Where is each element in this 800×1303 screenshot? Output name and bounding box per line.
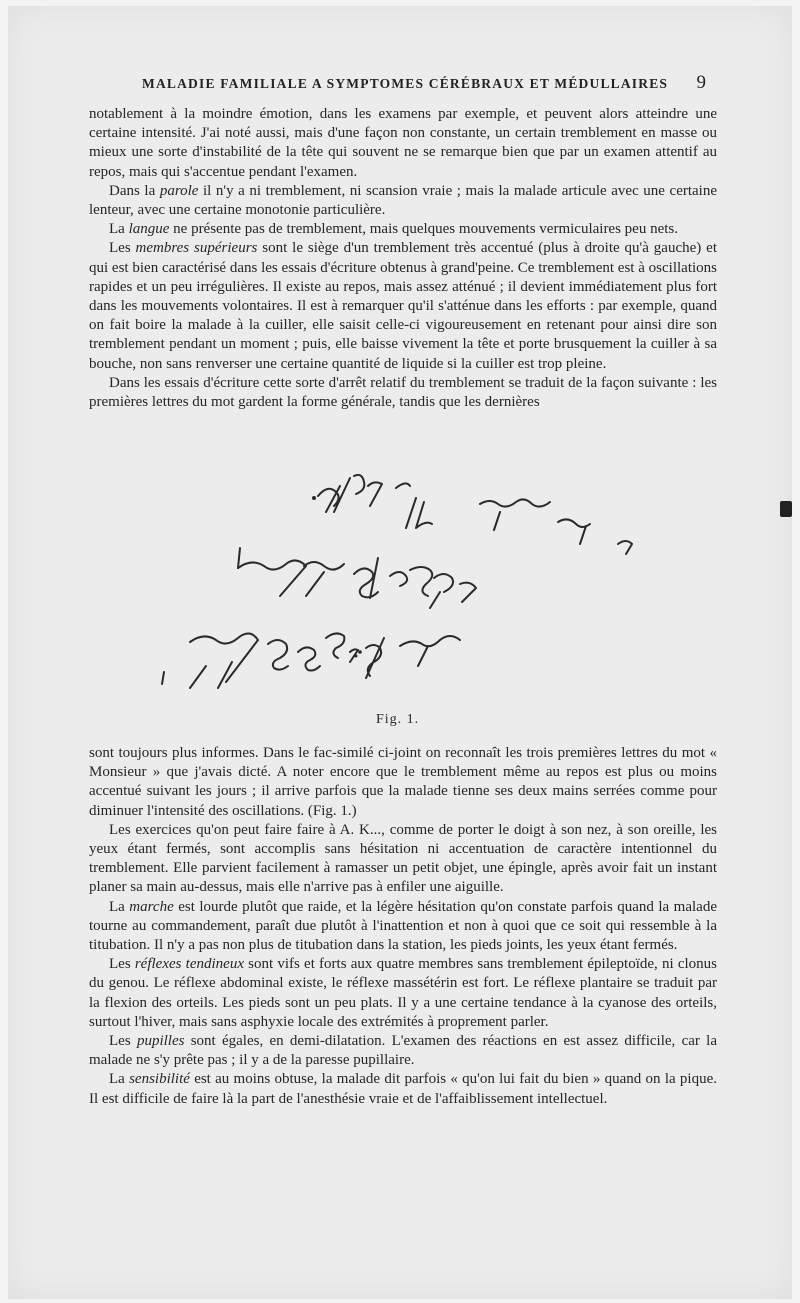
italic-term: marche [129,898,174,915]
body-text-bottom [89,744,717,1109]
page-header [8,74,792,98]
handwriting-sample-image [128,466,688,711]
paragraph: notablement à la moindre émotion, dans les examens par exemple, et peuvent alors atteindre une certaine intensité. J'ai noté aussi, mais d'une façon non constante, un certain tremblement en masse ou mieux une sorte d'instabilité de la tête qui souvent ne se remarque bien que par un examen attentif au repos, mais qui s'accentue pendant l'examen. [89,106,717,180]
italic-term: parole [159,182,199,199]
running-head: MALADIE FAMILIALE A SYMPTOMES CÉRÉBRAUX ET MÉDULLAIRES [142,76,669,91]
paragraph-parole: Dans la parole il n'y a ni tremblement, ni scansion vraie ; mais la malade articule avec une certaine lenteur, avec une certaine monotonie particulière. [89,182,718,219]
italic-term: pupilles [136,1033,185,1050]
italic-term: membres supérieurs [135,240,258,257]
paragraph-membres: Les membres supérieurs sont le siège d'un tremblement très accentué (plus à droite qu'à gauche) et qui est bien caractérisé dans les essais d'écriture obtenus à grand'peine. Ce tremblement est à oscillations rapides et un peu irrégulières. Il existe au repos, mais assez atténué ; il devient immédiatement plus fort dans les mouvements volontaires. Il est à remarquer qu'il s'atténue dans les efforts : par exemple, quand on fait boire la malade à la cuiller, elle saisit celle-ci vigoureusement en retenant pour ainsi dire son tremblement pendant un moment ; puis, elle baisse vivement la tête et porte brusquement la cuiller à sa bouche, non sans renverser une certaine quantité de liquide si la cuiller est trop pleine. [89,240,717,372]
scan-mark [780,501,792,517]
paragraph-sensibilite: La sensibilité est au moins obtuse, la malade dit parfois « qu'on lui fait du bien » quand on la pique. Il est difficile de faire là la part de l'anesthésie vraie et de l'affaiblissement intellectuel. [89,1071,717,1107]
body-text-top [89,105,717,412]
paragraph-pupilles: Les pupilles sont égales, en demi-dilatation. L'examen des réactions en est assez difficile, car la malade ne s'y prête pas ; il y a de la paresse pupillaire. [89,1033,717,1069]
handwriting-facsimile [128,466,688,711]
paragraph: sont toujours plus informes. Dans le fac-similé ci-joint on reconnaît les trois premières lettres du mot « Monsieur » que j'avais dicté. A noter encore que le tremblement même au repos est plus ou moins accentué suivant les jours ; il arrive parfois que la malade tienne ses deux mains serrées comme pour diminuer l'intensité des oscillations. (Fig. 1.) [89,745,717,819]
book-page [8,6,792,1299]
italic-term: réflexes tendineux [134,956,244,973]
figure-caption: Fig. 1. [376,712,420,727]
paragraph-reflexes: Les réflexes tendineux sont vifs et forts aux quatre membres sans tremblement épileptoïde, ni clonus du genou. Le réflexe abdominal existe, le réflexe massétérin est fort. Le réflexe plantaire se traduit par la flexion des orteils. Les pieds sont un peu plats. Il y a une certaine tendance à la cyanose des orteils, surtout l'hiver, mais sans asphyxie locale des extrémités à proprement parler. [89,956,717,1030]
paragraph-marche: La marche est lourde plutôt que raide, et la légère hésitation qu'on constate parfois quand la malade tourne au commandement, paraît due plutôt à l'inattention et non à quoi que ce soit qui ressemble à la titubation. Il n'y a pas non plus de titubation dans la station, les pieds joints, les yeux étant fermés. [89,898,717,954]
page-number: 9 [696,72,706,93]
paragraph-langue: La langue ne présente pas de tremblement, mais quelques mouvements vermiculaires peu nets. [109,221,678,238]
paragraph: Dans les essais d'écriture cette sorte d'arrêt relatif du tremblement se traduit de la façon suivante : les premières lettres du mot gardent la forme générale, tandis que les dernières [89,374,717,411]
italic-term: langue [128,221,170,238]
paragraph: Les exercices qu'on peut faire faire à A. K..., comme de porter le doigt à son nez, à son oreille, les yeux étant fermés, sont accomplis sans hésitation ni accentuation de caractère intentionnel du tremblement. Elle parvient facilement à ramasser un petit objet, une épingle, après avoir fait un instant planer sa main au-dessus, mais elle n'arrive pas à enfiler une aiguille. [89,821,717,896]
italic-term: sensibilité [129,1071,190,1088]
